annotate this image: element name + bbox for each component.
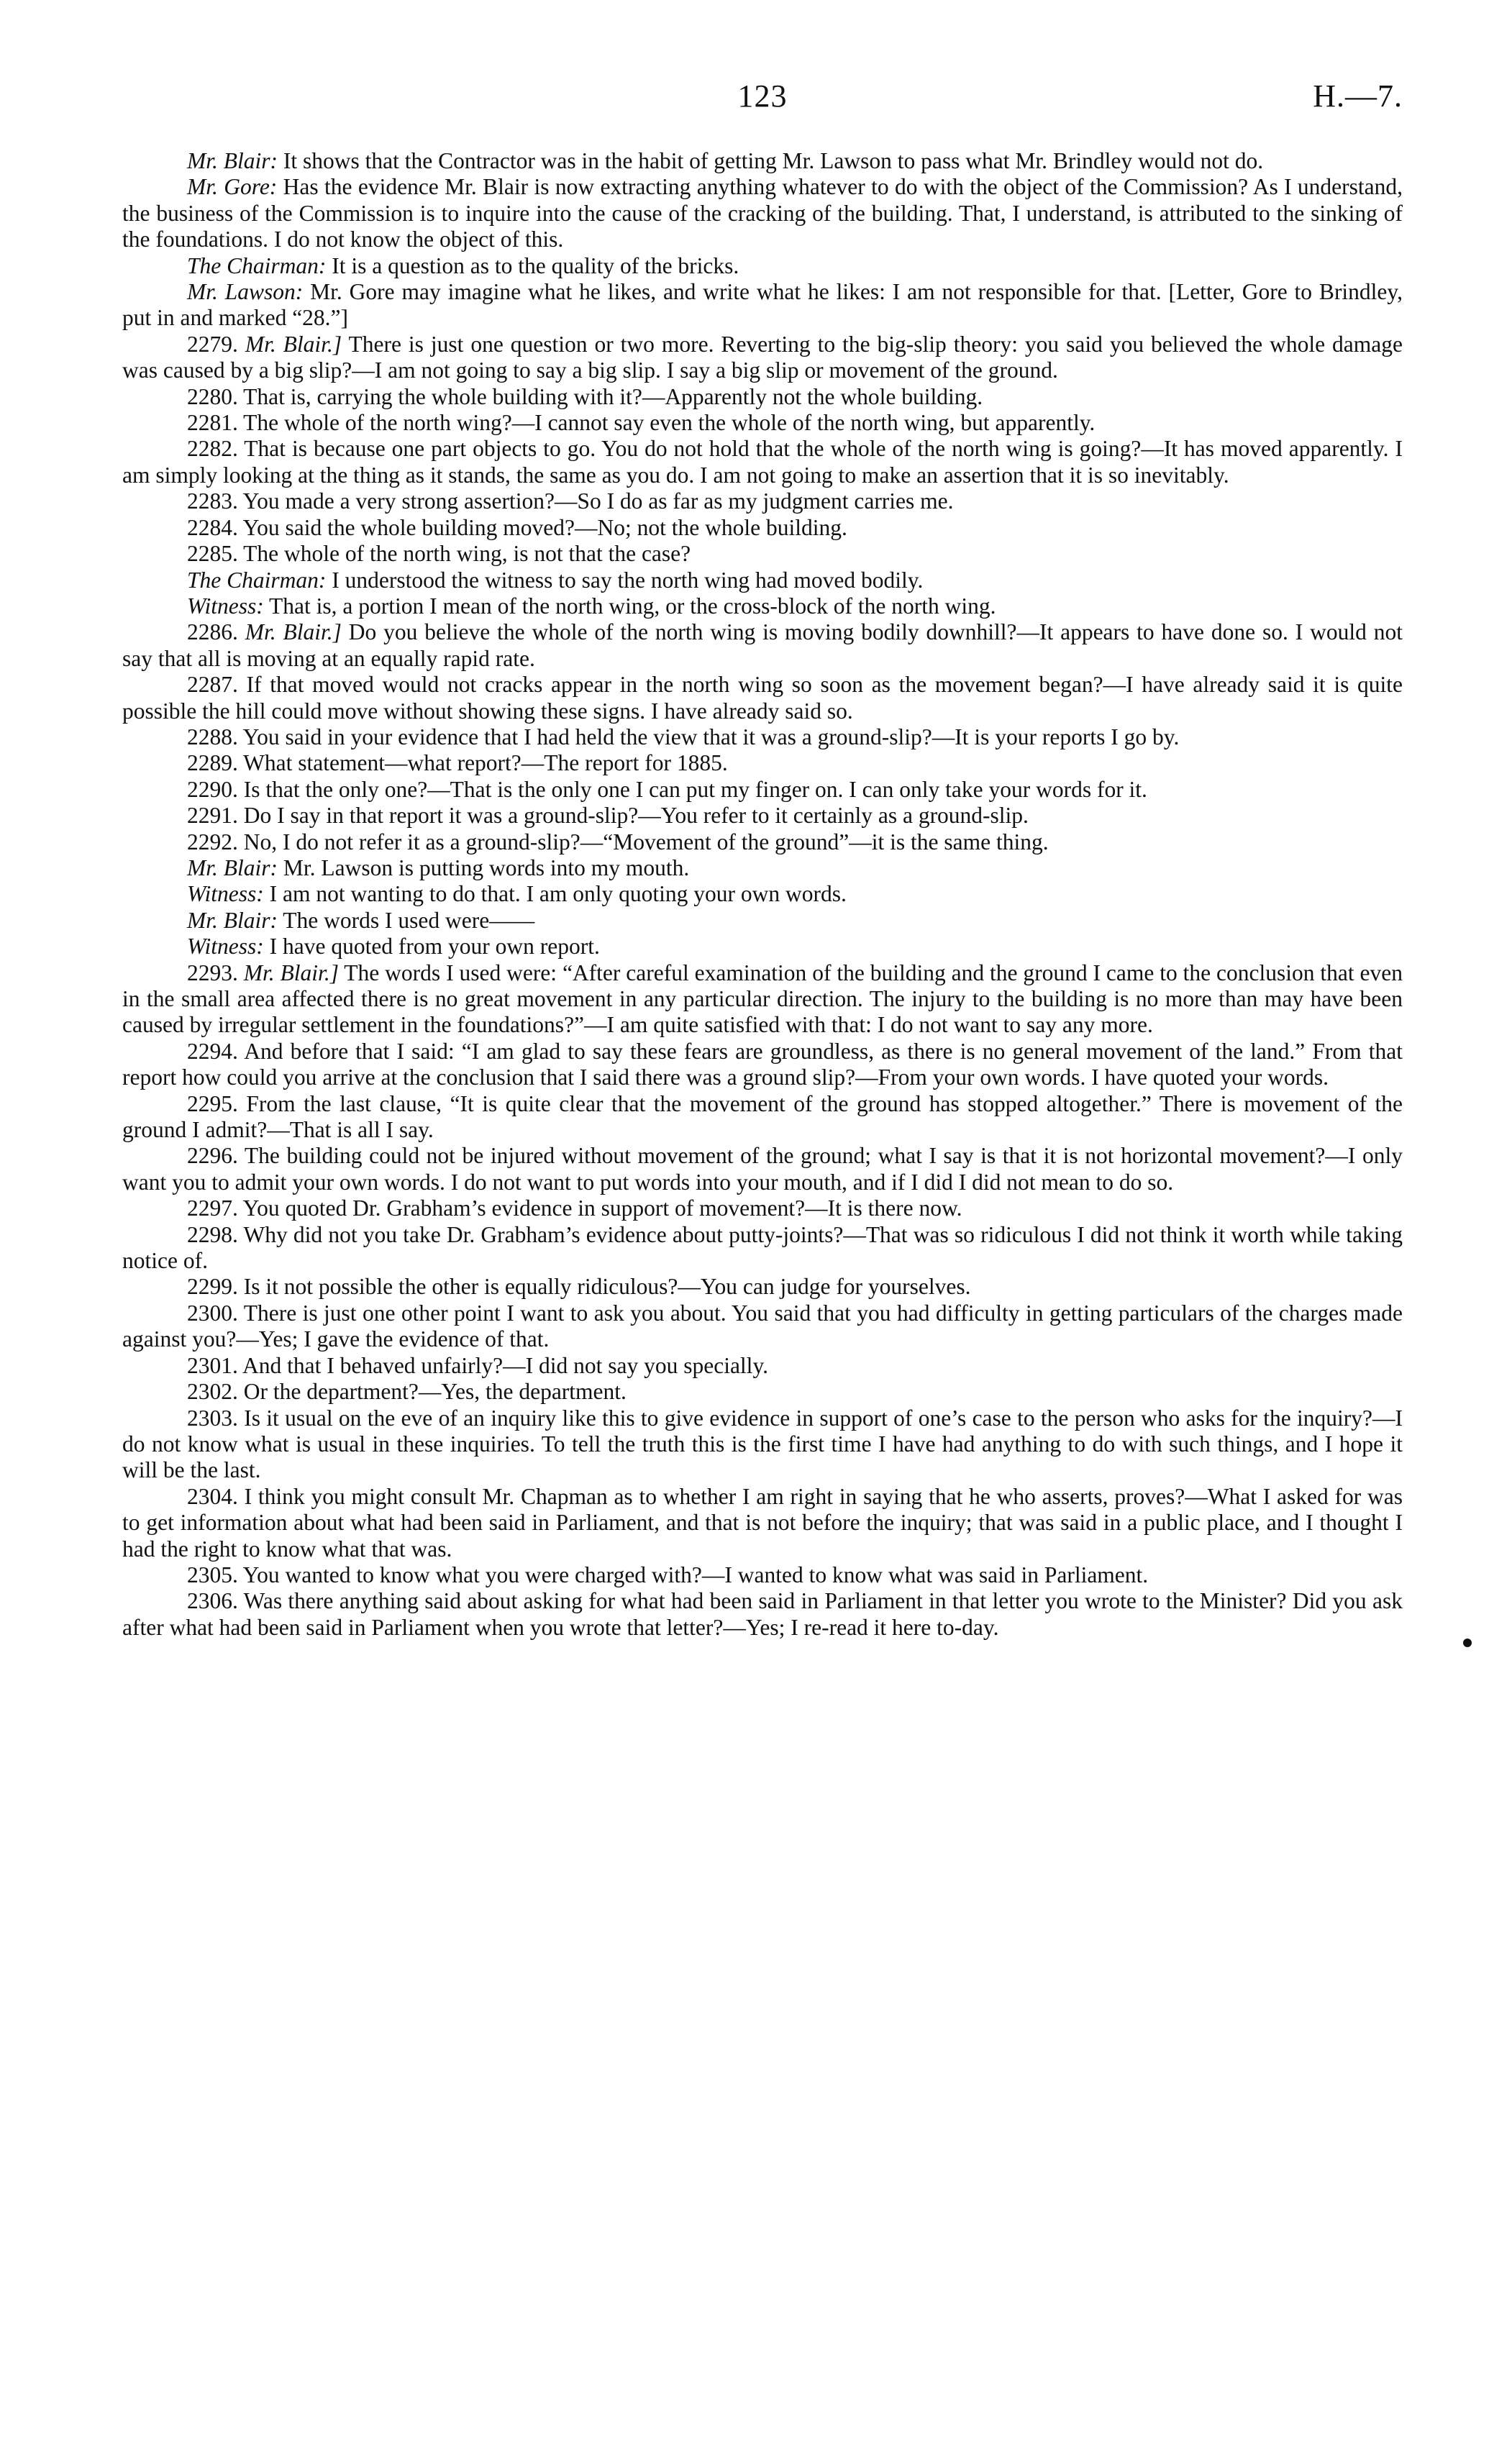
paragraph-text: The whole of the north wing?—I cannot say even the whole of the north wing, but apparently.	[237, 410, 1096, 436]
speaker-label: Mr. Blair:	[187, 148, 278, 173]
question-number: 2281.	[187, 410, 238, 436]
transcript-paragraph	[122, 1353, 1403, 1379]
transcript-paragraph	[122, 515, 1403, 541]
question-number: 2305.	[187, 1562, 238, 1587]
transcript-paragraph	[122, 1405, 1403, 1484]
paragraph-text: You made a very strong assertion?—So I do as far as my judgment carries me.	[237, 488, 954, 514]
question-number: 2304.	[187, 1483, 238, 1509]
transcript-paragraph	[122, 148, 1403, 174]
transcript-paragraph	[122, 332, 1403, 384]
transcript-paragraph	[122, 1300, 1403, 1353]
transcript-paragraph	[122, 1274, 1403, 1300]
paragraph-text: The whole of the north wing, is not that the case?	[237, 541, 691, 567]
question-number: 2288.	[187, 724, 238, 749]
transcript-paragraph	[122, 488, 1403, 514]
question-number: 2306.	[187, 1588, 238, 1614]
paragraph-text: There is just one question or two more. Reverting to the big-slip theory: you said you believed the whole damage was caused by a big slip?—I am not going to say a big slip. I say a big slip or movement of the ground.	[122, 331, 1403, 383]
speaker-label: Mr. Blair.]	[245, 331, 342, 357]
transcript-paragraph	[122, 908, 1403, 934]
paragraph-text: I am not wanting to do that. I am only quoting your own words.	[263, 881, 847, 907]
transcript-paragraph	[122, 1222, 1403, 1275]
speaker-label: Mr. Blair.]	[243, 960, 339, 985]
transcript-paragraph	[122, 855, 1403, 881]
speaker-label: Mr. Blair:	[187, 855, 278, 880]
transcript-paragraph	[122, 829, 1403, 855]
speaker-label: Witness:	[187, 593, 264, 619]
transcript-paragraph	[122, 1195, 1403, 1221]
paragraph-text: The words I used were——	[278, 907, 535, 933]
question-number: 2291.	[187, 803, 238, 829]
paragraph-text: And before that I said: “I am glad to say these fears are groundless, as there is no general movement of the land.” From that report how could you arrive at the conclusion that I said there was a ground slip?—From your own words. I have quoted your words.	[122, 1038, 1403, 1090]
paragraph-text: That is, a portion I mean of the north wing, or the cross-block of the north wing.	[263, 593, 996, 619]
transcript-paragraph	[122, 541, 1403, 567]
paragraph-text: And that I behaved unfairly?—I did not say you specially.	[237, 1352, 769, 1378]
question-number: 2295.	[187, 1090, 238, 1116]
transcript-paragraph	[122, 568, 1403, 593]
question-number: 2300.	[187, 1300, 238, 1326]
paragraph-text: Mr. Gore may imagine what he likes, and write what he likes: I am not responsible for that. [Letter, Gore to Brindley, put in and marked “28.”]	[122, 279, 1403, 331]
paragraph-text: It is a question as to the quality of the bricks.	[326, 252, 739, 278]
question-number: 2297.	[187, 1195, 238, 1221]
transcript-paragraph	[122, 593, 1403, 619]
speaker-label: Mr. Blair.]	[245, 619, 342, 645]
transcript-paragraph	[122, 1379, 1403, 1405]
speaker-label: The Chairman:	[187, 252, 327, 278]
transcript-paragraph	[122, 1039, 1403, 1091]
transcript-paragraph	[122, 1588, 1403, 1641]
transcript-paragraph	[122, 672, 1403, 724]
transcript-paragraph	[122, 1484, 1403, 1562]
transcript-paragraph	[122, 279, 1403, 332]
margin-dot-mark	[1463, 1639, 1472, 1647]
question-number: 2303.	[187, 1405, 238, 1431]
speaker-label: Witness:	[187, 881, 264, 907]
paragraph-text: Is it usual on the eve of an inquiry like this to give evidence in support of one’s case to the person who asks for the inquiry?—I do not know what is usual in these inquiries. To tell the truth this is the first time I have had anything to do with such things, and I hope it will be the last.	[122, 1405, 1403, 1483]
paragraph-text: That is, carrying the whole building with it?—Apparently not the whole building.	[237, 383, 983, 409]
paragraph-text: Is that the only one?—That is the only one I can put my finger on. I can only take your words for it.	[237, 776, 1147, 802]
question-number: 2296.	[187, 1143, 238, 1169]
page-number: 123	[737, 78, 788, 114]
paragraph-text: I understood the witness to say the north wing had moved bodily.	[326, 567, 924, 593]
transcript-paragraph	[122, 960, 1403, 1039]
transcript-paragraph	[122, 410, 1403, 436]
paragraph-text: You said the whole building moved?—No; not the whole building.	[237, 514, 847, 540]
question-number: 2285.	[187, 541, 238, 567]
paragraph-text: I think you might consult Mr. Chapman as to whether I am right in saying that he who asserts, proves?—What I asked for was to get information about what had been said in Parliament, and that is not before the inquiry; that was said in a public place, and I thought I had the right to know what that was.	[122, 1483, 1403, 1562]
paragraph-text: Has the evidence Mr. Blair is now extracting anything whatever to do with the object of the Commission? As I understand, the business of the Commission is to inquire into the cause of the cracking of the building. That, I understand, is attributed to the sinking of the foundations. I do not know the object of this.	[122, 174, 1403, 252]
question-number: 2293.	[187, 960, 238, 985]
question-number: 2280.	[187, 383, 238, 409]
transcript-paragraph	[122, 253, 1403, 279]
transcript-paragraph	[122, 619, 1403, 672]
transcript-paragraph	[122, 1091, 1403, 1144]
paragraph-text: It shows that the Contractor was in the habit of getting Mr. Lawson to pass what Mr. Brindley would not do.	[278, 148, 1264, 173]
paragraph-text: You quoted Dr. Grabham’s evidence in support of movement?—It is there now.	[237, 1195, 962, 1221]
transcript-paragraph	[122, 750, 1403, 776]
paragraph-text: I have quoted from your own report.	[263, 934, 600, 960]
paragraph-text: Mr. Lawson is putting words into my mouth.	[278, 855, 690, 880]
paragraph-text: That is because one part objects to go. You do not hold that the whole of the north wing is going?—It has moved apparently. I am simply looking at the thing as it stands, the same as you do. I am not going to make an assertion that it is so inevitably.	[122, 436, 1403, 488]
speaker-label: Mr. Gore:	[187, 174, 278, 200]
question-number: 2302.	[187, 1379, 238, 1405]
transcript-paragraph	[122, 1143, 1403, 1195]
speaker-label: The Chairman:	[187, 567, 327, 593]
transcript-paragraph	[122, 724, 1403, 750]
transcript-paragraph	[122, 174, 1403, 252]
paragraph-text: From the last clause, “It is quite clear that the movement of the ground has stopped altogether.” There is movement of the ground I admit?—That is all I say.	[122, 1090, 1403, 1143]
question-number: 2290.	[187, 776, 238, 802]
question-number: 2298.	[187, 1221, 238, 1247]
paragraph-text: The words I used were: “After careful examination of the building and the ground I came to the conclusion that even in the small area affected there is no great movement in any particular direction. The injury to the building is no more than may have been caused by irregular settlement in the foundations?”—I am quite satisfied with that: I do not want to say any more.	[122, 960, 1403, 1038]
question-number: 2283.	[187, 488, 238, 514]
paragraph-text: The building could not be injured without movement of the ground; what I say is that it is not horizontal movement?—I only want you to admit your own words. I do not want to put words into your mouth, and if I did I did not mean to do so.	[122, 1143, 1403, 1195]
transcript-paragraph	[122, 934, 1403, 960]
paragraph-text: You said in your evidence that I had held the view that it was a ground-slip?—It is your reports I go by.	[237, 724, 1180, 749]
question-number: 2289.	[187, 750, 238, 776]
transcript-paragraph	[122, 777, 1403, 803]
document-reference: H.—7.	[1313, 78, 1403, 114]
page-header	[122, 78, 1403, 121]
question-number: 2287.	[187, 672, 238, 698]
transcript-paragraph	[122, 1562, 1403, 1588]
paragraph-text: Why did not you take Dr. Grabham’s evidence about putty-joints?—That was so ridiculous I did not think it worth while taking notice of.	[122, 1221, 1403, 1274]
question-number: 2286.	[187, 619, 238, 645]
paragraph-text: What statement—what report?—The report for 1885.	[237, 750, 728, 776]
paragraph-text: Do I say in that report it was a ground-slip?—You refer to it certainly as a ground-slip.	[237, 803, 1029, 829]
paragraph-text: You wanted to know what you were charged with?—I wanted to know what was said in Parliament.	[237, 1562, 1149, 1587]
evidence-transcript	[122, 148, 1403, 1641]
speaker-label: Mr. Blair:	[187, 907, 278, 933]
speaker-label: Witness:	[187, 934, 264, 960]
transcript-paragraph	[122, 803, 1403, 829]
question-number: 2282.	[187, 436, 238, 462]
transcript-paragraph	[122, 436, 1403, 488]
speaker-label: Mr. Lawson:	[187, 279, 304, 305]
paragraph-text: Do you believe the whole of the north wing is moving bodily downhill?—It appears to have done so. I would not say that all is moving at an equally rapid rate.	[122, 619, 1403, 671]
paragraph-text: Was there anything said about asking for what had been said in Parliament in that letter you wrote to the Minister? Did you ask after what had been said in Parliament when you wrote that letter?—Yes; I re-read it here to-day.	[122, 1588, 1403, 1640]
transcript-paragraph	[122, 384, 1403, 410]
question-number: 2301.	[187, 1352, 238, 1378]
transcript-paragraph	[122, 881, 1403, 907]
question-number: 2294.	[187, 1038, 238, 1064]
paragraph-text: If that moved would not cracks appear in the north wing so soon as the movement began?—I have already said it is quite possible the hill could move without showing these signs. I have already said so.	[122, 672, 1403, 724]
question-number: 2279.	[187, 331, 238, 357]
paragraph-text: No, I do not refer it as a ground-slip?—“Movement of the ground”—it is the same thing.	[237, 829, 1049, 855]
paragraph-text: Or the department?—Yes, the department.	[237, 1379, 627, 1405]
paragraph-text: Is it not possible the other is equally ridiculous?—You can judge for yourselves.	[237, 1274, 971, 1300]
question-number: 2299.	[187, 1274, 238, 1300]
question-number: 2292.	[187, 829, 238, 855]
paragraph-text: There is just one other point I want to ask you about. You said that you had difficulty in getting particulars of the charges made against you?—Yes; I gave the evidence of that.	[122, 1300, 1403, 1352]
question-number: 2284.	[187, 514, 238, 540]
